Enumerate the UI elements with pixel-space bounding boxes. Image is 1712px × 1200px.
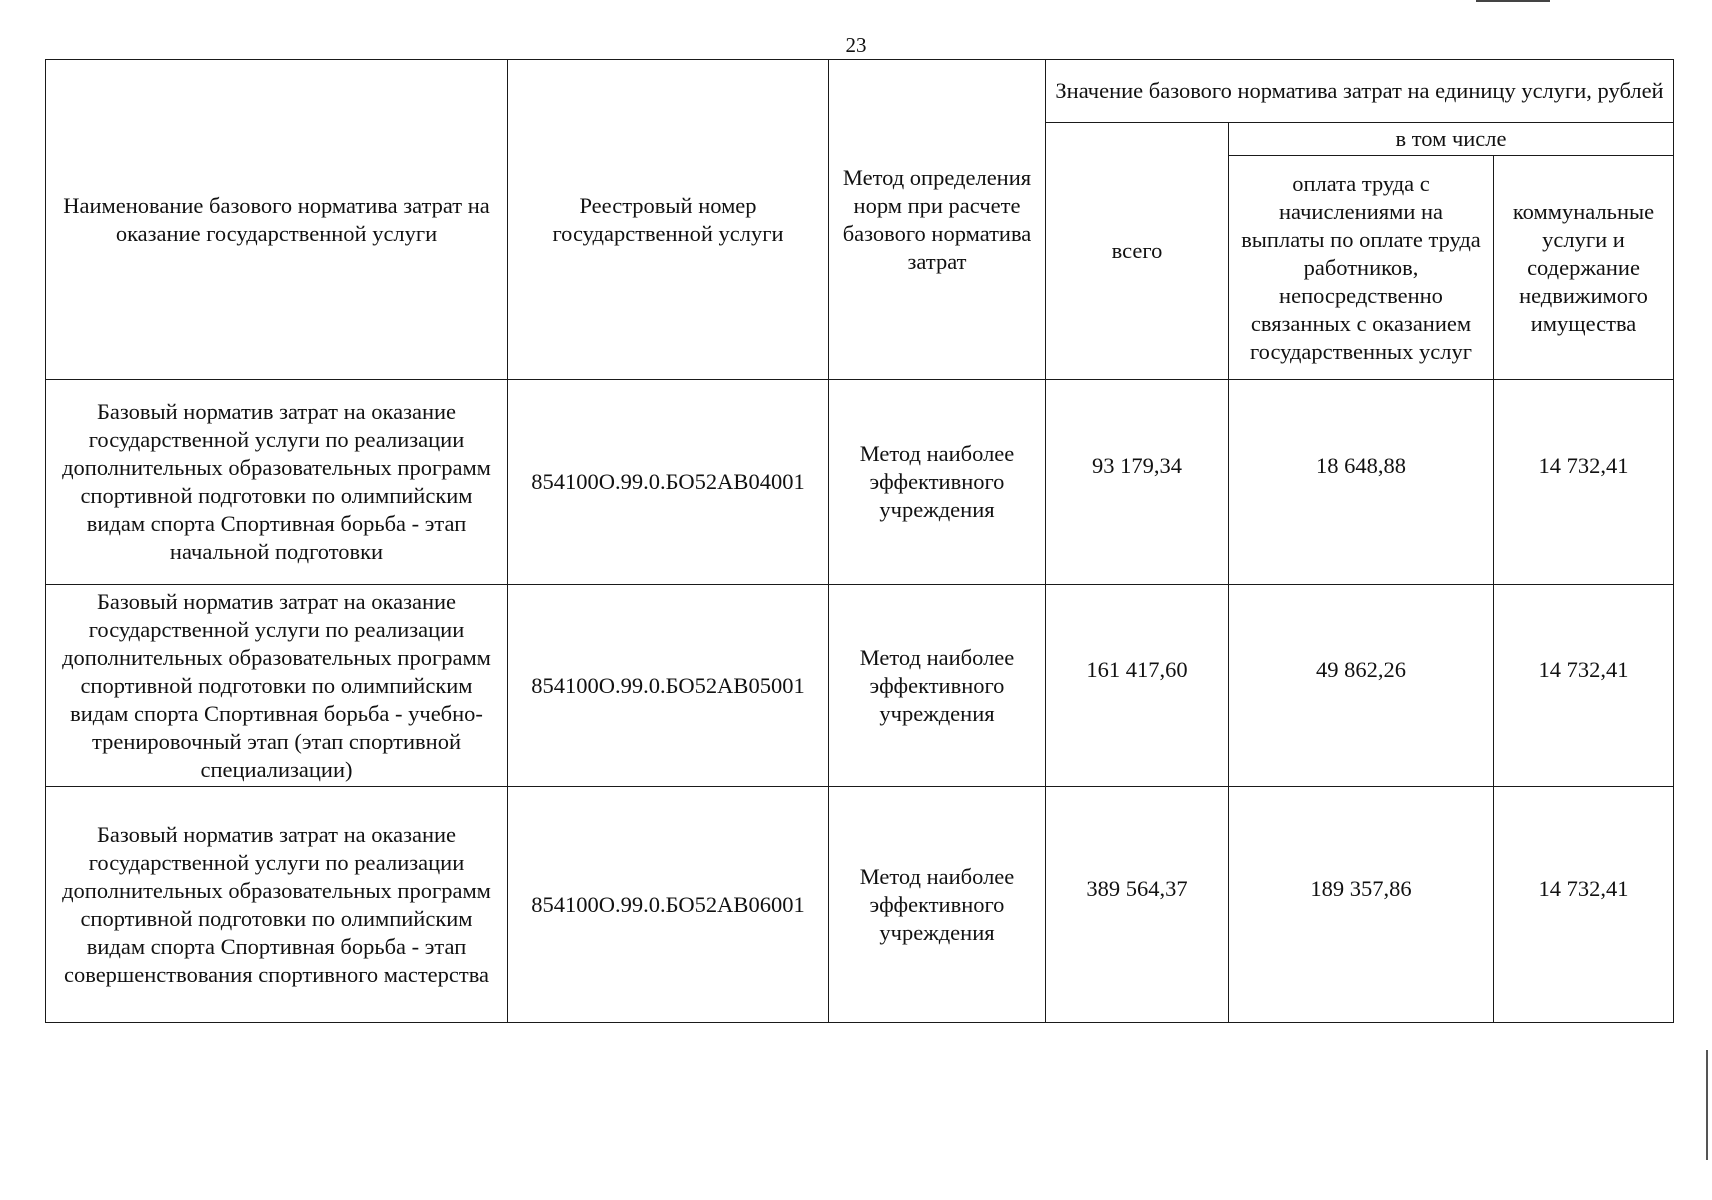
cell-name: Базовый норматив затрат на оказание государственной услуги по реализации дополнительных образовательных программ спортивной подготовки по олимпийским видам спорта Спортивная борьба - этап начальной подготовки [46,380,508,585]
scan-edge-mark [1706,1050,1708,1160]
page-number: 23 [845,33,867,57]
table-header [46,60,1674,380]
cell-registry-number: 854100О.99.0.БО52АВ05001 [508,585,829,787]
cell-name: Базовый норматив затрат на оказание государственной услуги по реализации дополнительных образовательных программ спортивной подготовки по олимпийским видам спорта Спортивная борьба - этап совершенствования спортивного мастерства [46,787,508,1023]
header-method: Метод определения норм при расчете базового норматива затрат [829,60,1046,380]
header-utilities: коммунальные услуги и содержание недвижимого имущества [1494,156,1674,380]
header-labor: оплата труда с начислениями на выплаты по оплате труда работников, непосредственно связанных с оказанием государственных услуг [1229,156,1494,380]
cell-labor [1229,585,1494,787]
cell-labor-value: 49 862,26 [1316,656,1406,682]
cell-utilities-value: 14 732,41 [1538,656,1629,682]
cell-total [1046,585,1229,787]
cell-registry-number: 854100О.99.0.БО52АВ06001 [508,787,829,1023]
top-edge-rule [1476,0,1550,2]
header-row [46,60,1674,123]
cell-utilities [1494,585,1674,787]
cell-total-value: 93 179,34 [1092,453,1182,478]
table-row [46,380,1674,585]
cell-labor-value: 189 357,86 [1310,875,1412,901]
table-row [46,787,1674,1023]
header-value-group: Значение базового норматива затрат на единицу услуги, рублей [1046,60,1674,123]
cell-utilities [1494,787,1674,1023]
cost-norms-table [45,59,1674,1023]
cell-method: Метод наиболее эффективного учреждения [829,787,1046,1023]
header-total: всего [1046,123,1229,380]
cell-labor-value: 18 648,88 [1316,453,1406,478]
cell-utilities-value: 14 732,41 [1538,453,1629,478]
table-row [46,585,1674,787]
cell-total [1046,380,1229,585]
cell-method: Метод наиболее эффективного учреждения [829,380,1046,585]
header-name: Наименование базового норматива затрат на оказание государственной услуги [46,60,508,380]
header-including: в том числе [1229,123,1674,156]
cell-registry-number: 854100О.99.0.БО52АВ04001 [508,380,829,585]
cell-name: Базовый норматив затрат на оказание государственной услуги по реализации дополнительных образовательных программ спортивной подготовки по олимпийским видам спорта Спортивная борьба - учебно-тренировочный этап (этап спортивной специализации) [46,585,508,787]
cell-method: Метод наиболее эффективного учреждения [829,585,1046,787]
cell-labor [1229,787,1494,1023]
header-registry-number: Реестровый номер государственной услуги [508,60,829,380]
cell-total-value: 389 564,37 [1086,875,1188,901]
cell-utilities [1494,380,1674,585]
cell-total-value: 161 417,60 [1086,656,1188,682]
cell-utilities-value: 14 732,41 [1538,875,1629,901]
cell-total [1046,787,1229,1023]
cell-labor [1229,380,1494,585]
table-body [46,380,1674,1023]
